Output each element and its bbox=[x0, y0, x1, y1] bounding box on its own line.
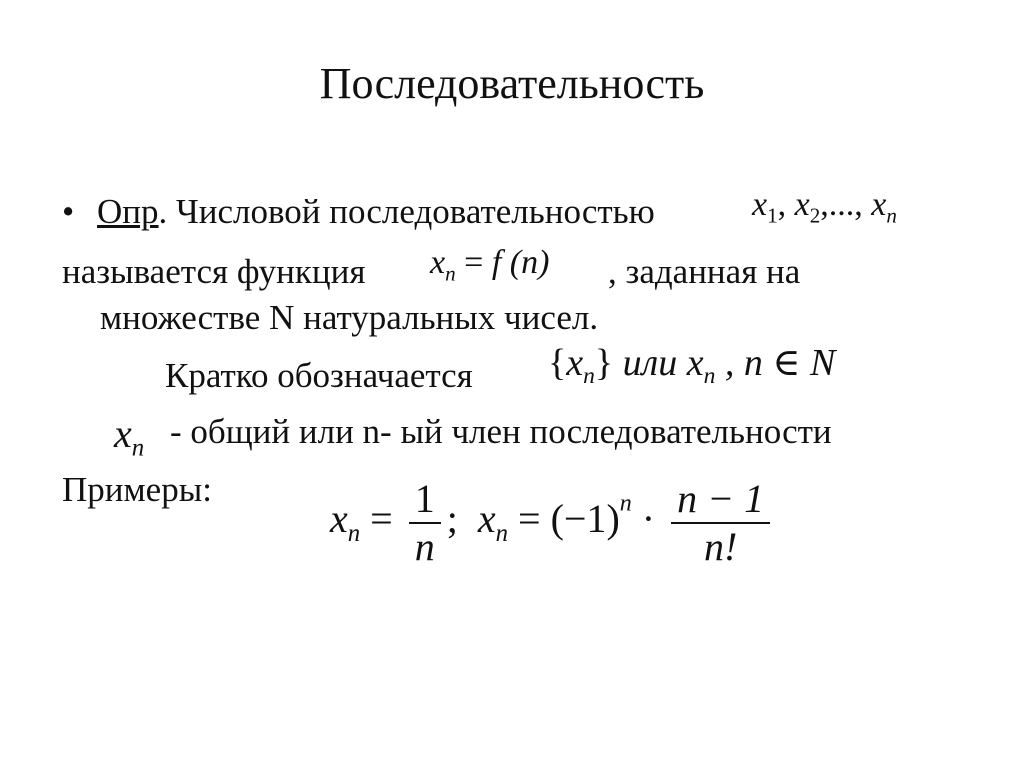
examples-label: Примеры: bbox=[62, 470, 212, 509]
definition-text: Числовой последовательностью bbox=[176, 192, 655, 231]
general-term-text: - общий или n- ый член последовательности bbox=[170, 412, 832, 451]
definition-line-2-tail: , заданная на bbox=[608, 252, 801, 291]
slide-title: Последовательность bbox=[319, 59, 705, 108]
function-formula: $x_n = f$ (n) bbox=[430, 244, 550, 286]
sequence-formula: $x_1$, $x_2$,..., $x_n$ bbox=[752, 186, 897, 228]
example-2-fraction: $\frac{n - 1}{n!}$ bbox=[671, 476, 770, 570]
general-term-symbol: $x_n$ bbox=[114, 411, 145, 462]
bullet: • bbox=[62, 192, 75, 231]
definition-abbrev-dot: . bbox=[158, 192, 168, 231]
example-1-fraction: $\frac{1}{n}$ bbox=[409, 476, 441, 570]
definition-abbrev: Опр bbox=[97, 192, 159, 231]
definition-line-1 bbox=[62, 192, 655, 232]
definition-line-3: множестве N натуральных чисел. bbox=[100, 298, 599, 337]
examples-formula: $x_n$ = $\frac{1}{n}$ ; $x_n = (-1)^n$ · $\frac{n - 1}{n!}$ bbox=[330, 476, 776, 570]
short-notation-text: Кратко обозначается bbox=[165, 356, 473, 395]
definition-line-2: называется функция bbox=[62, 252, 366, 291]
short-notation-formula: $\{x_n\}$ или $x_n$ , n ∈ N bbox=[548, 342, 836, 390]
